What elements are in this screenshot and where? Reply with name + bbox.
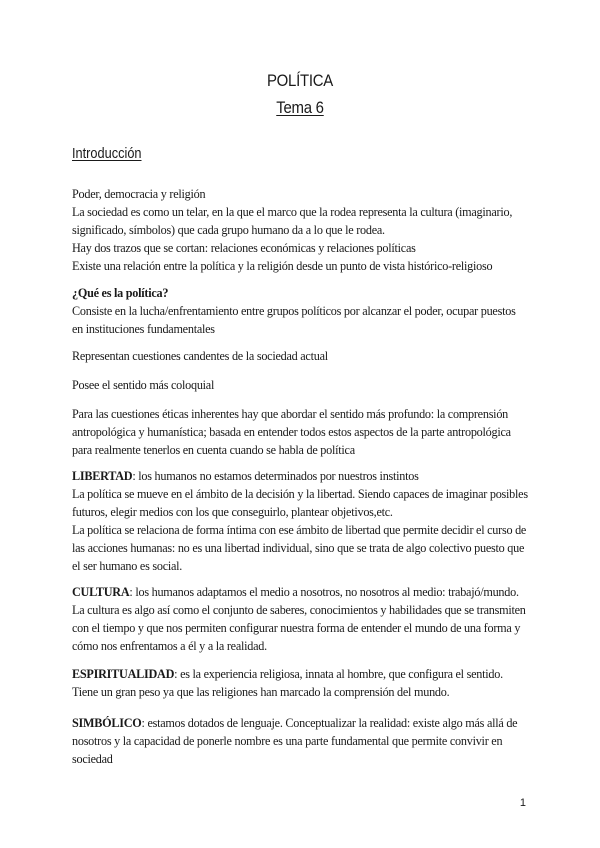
simbolico-block bbox=[72, 714, 528, 768]
libertad-block bbox=[72, 467, 528, 575]
intro-line: Hay dos trazos que se cortan: relaciones económicas y relaciones políticas bbox=[72, 241, 416, 255]
paragraph-posee: Posee el sentido más coloquial bbox=[72, 378, 215, 392]
page-subtitle: Tema 6 bbox=[276, 98, 324, 117]
intro-line: Existe una relación entre la política y la religión desde un punto de vista histórico-religioso bbox=[72, 259, 493, 273]
page-title: POLÍTICA bbox=[266, 71, 334, 90]
espiritualidad-block bbox=[72, 665, 528, 701]
page-number: 1 bbox=[519, 797, 526, 809]
section-heading-introduccion: Introducción bbox=[72, 146, 142, 162]
libertad-term: LIBERTAD bbox=[72, 469, 133, 483]
libertad-line: La política se relaciona de forma íntima con ese ámbito de libertad que permite decidir el curso de las acciones humanas: no es una libertad individual, sino que se trata de algo colectivo puesto que el ser humano es social. bbox=[72, 523, 527, 573]
simbolico-term: SIMBÓLICO bbox=[72, 716, 142, 730]
simbolico-text: : estamos dotados de lenguaje. Conceptualizar la realidad: existe algo más allá de nosotros y la capacidad de ponerle nombre es una parte fundamental que permite convivir en sociedad bbox=[72, 716, 518, 766]
espiritualidad-term: ESPIRITUALIDAD bbox=[72, 667, 175, 681]
que-es-text: Consiste en la lucha/enfrentamiento entre grupos políticos por alcanzar el poder, ocupar puestos en instituciones fundamentales bbox=[72, 304, 516, 336]
cultura-term: CULTURA bbox=[72, 585, 130, 599]
espiritualidad-text: : es la experiencia religiosa, innata al hombre, que configura el sentido. Tiene un gran peso ya que las religiones han marcado la comprensión del mundo. bbox=[72, 667, 503, 699]
paragraph-eticas: Para las cuestiones éticas inherentes hay que abordar el sentido más profundo: la comprensión antropológica y humanística; basada en entender todos estos aspectos de la parte antropológica para realmente tenerlos en cuenta cuando se habla de política bbox=[72, 407, 511, 457]
que-es-heading: ¿Qué es la política? bbox=[72, 286, 169, 300]
libertad-definition: : los humanos no estamos determinados por nuestros instintos bbox=[132, 469, 419, 483]
cultura-block bbox=[72, 583, 528, 655]
intro-line: Poder, democracia y religión bbox=[72, 187, 206, 201]
intro-block bbox=[72, 185, 528, 275]
que-es-block bbox=[72, 284, 528, 338]
cultura-text: : los humanos adaptamos el medio a nosotros, no nosotros al medio: trabajó/mundo. La cultura es algo así como el conjunto de saberes, conocimientos y habilidades que se transmiten con el tiempo y que nos permiten configurar nuestra forma de entender el mundo de una forma y cómo nos enfrentamos a él y a la realidad. bbox=[72, 585, 526, 653]
paragraph-representan: Representan cuestiones candentes de la sociedad actual bbox=[72, 349, 328, 363]
libertad-line: La política se mueve en el ámbito de la decisión y la libertad. Siendo capaces de imaginar posibles futuros, elegir medios con los que conseguirlo, plantear objetivos,etc. bbox=[72, 487, 528, 519]
intro-line: La sociedad es como un telar, en la que el marco que la rodea representa la cultura (imaginario, significado, símbolos) que cada grupo humano da a lo que le rodea. bbox=[72, 205, 513, 237]
